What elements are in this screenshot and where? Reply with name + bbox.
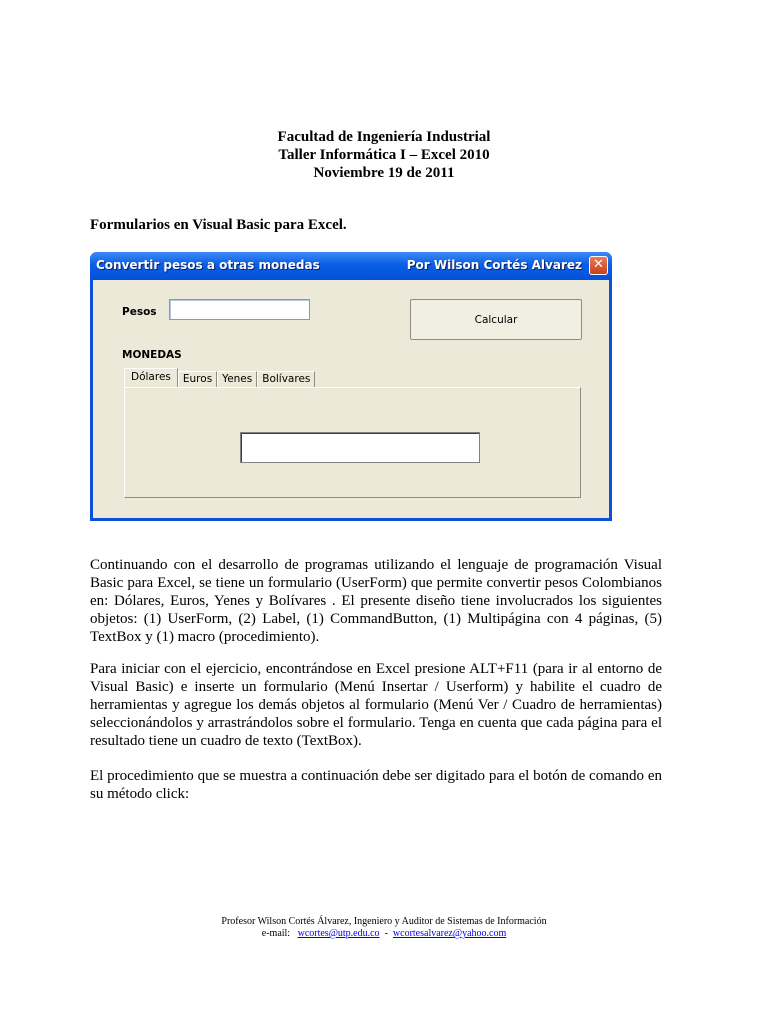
paragraph-procedure: El procedimiento que se muestra a continuación debe ser digitado para el botón de comando en su método click: [90, 768, 662, 802]
footer-author: Profesor Wilson Cortés Álvarez, Ingeniero y Auditor de Sistemas de Información [221, 916, 547, 927]
pesos-input[interactable] [169, 299, 310, 320]
userform-author: Por Wilson Cortés Alvarez [406, 258, 582, 272]
userform-titlebar[interactable] [90, 252, 612, 280]
tab-bolivares[interactable]: Bolívares [257, 371, 315, 387]
result-textbox[interactable] [240, 432, 480, 463]
tab-dolares[interactable]: Dólares [124, 368, 178, 387]
tab-euros[interactable]: Euros [178, 371, 217, 387]
close-icon[interactable]: ✕ [589, 256, 608, 275]
footer-contact [0, 928, 768, 939]
monedas-label: MONEDAS [122, 349, 182, 361]
userform-window [90, 252, 612, 521]
doc-heading-date: Noviembre 19 de 2011 [313, 165, 455, 181]
calcular-button[interactable] [410, 299, 582, 340]
section-title: Formularios en Visual Basic para Excel. [90, 217, 347, 233]
footer-email-label: e-mail: [261, 928, 291, 939]
footer-separator: - [384, 928, 388, 939]
multipage-panel [124, 387, 581, 498]
calcular-button-label: Calcular [474, 313, 518, 326]
pesos-label: Pesos [122, 306, 157, 318]
doc-heading-line2: Taller Informática I – Excel 2010 [278, 147, 490, 163]
doc-heading-line1: Facultad de Ingeniería Industrial [277, 129, 491, 145]
userform-title: Convertir pesos a otras monedas [96, 258, 320, 272]
multipage-tabs [124, 369, 315, 387]
paragraph-instructions: Para iniciar con el ejercicio, encontrándose en Excel presione ALT+F11 (para ir al entorno de Visual Basic) e inserte un formulario (Menú Insertar / Userform) y habilite el cuadro de herramientas y agregue los demás objetos al formulario (Menú Ver / Cuadro de herramientas) seleccionándolos y arrastrándolos sobre el formulario. Tenga en cuenta que cada página para el resultado tiene un cuadro de texto (TextBox). [90, 661, 662, 749]
userform-client-area [93, 280, 609, 518]
paragraph-intro: Continuando con el desarrollo de programas utilizando el lenguaje de programación Visual Basic para Excel, se tiene un formulario (UserForm) que permite convertir pesos Colombianos en: Dólares, Euros, Yenes y Bolívares . El presente diseño tiene involucrados los siguientes objetos: (1) UserForm, (2) Label, (1) CommandButton, (1) Multipágina con 4 páginas, (5) TextBox y (1) macro (procedimiento). [90, 557, 662, 645]
email-link-utp[interactable]: wcortes@utp.edu.co [297, 928, 380, 939]
email-link-yahoo[interactable]: wcortesalvarez@yahoo.com [392, 928, 507, 939]
tab-yenes[interactable]: Yenes [217, 371, 257, 387]
